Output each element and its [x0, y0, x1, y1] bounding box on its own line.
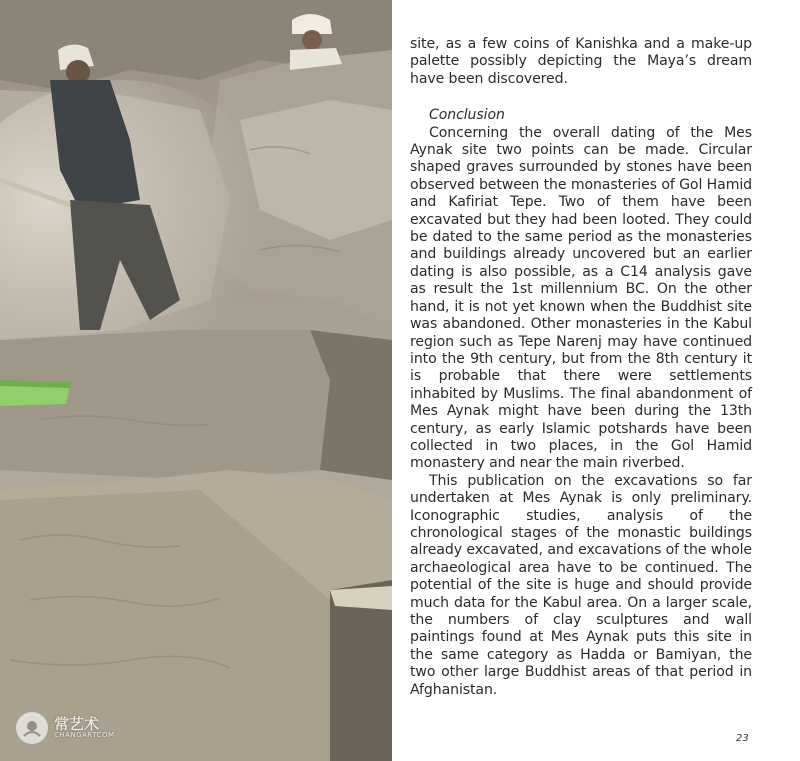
section-heading: Conclusion — [429, 107, 505, 124]
conclusion-paragraph-2: This publication on the excavations so far undertaken at Mes Aynak is only preliminary. Iconographic studies, analysis of the chronological stages of the monastic buildings already excavated, and excavations of the whole archaeological area have to be continued. The potential of the site is huge and should provide much data for the Kabul area. On a larger scale, the numbers of clay sculptures and wall paintings found at Mes Aynak puts this site in the same category as Hadda or Bamiyan, the two other large Buddhist areas of that period in Afghanistan. — [410, 472, 752, 698]
watermark — [16, 712, 115, 744]
text-column — [410, 36, 752, 699]
excavation-photo — [0, 0, 392, 761]
watermark-logo-icon — [16, 712, 48, 744]
page-number: 23 — [736, 733, 749, 744]
continuation-paragraph: site, as a few coins of Kanishka and a make-up palette possibly depicting the Maya’s dream have been discovered. — [410, 36, 752, 87]
watermark-name-cn: 常艺术 — [54, 715, 100, 733]
watermark-name-en: CHANGARTCOM — [54, 731, 115, 739]
conclusion-paragraph-1: Concerning the overall dating of the Mes Aynak site two points can be made. Circular shaped graves surrounded by stones have been observed between the monasteries of Gol Hamid and Kafiriat Tepe. Two of them have been excavated but they had been looted. They could be dated to the same period as the monasteries and buildings already uncovered but an earlier dating is also possible, as a C14 analysis gave as result the 1st millennium BC. On the other hand, it is not yet known when the Buddhist site was abandoned. Other monasteries in the Kabul region such as Tepe Narenj may have continued into the 9th century, but from the 8th century it is probable that there were settlements inhabited by Muslims. The final abandonment of Mes Aynak might have been during the 13th century, as early Islamic potshards have been collected in two places, in the Gol Hamid monastery and near the main riverbed. — [410, 124, 752, 472]
